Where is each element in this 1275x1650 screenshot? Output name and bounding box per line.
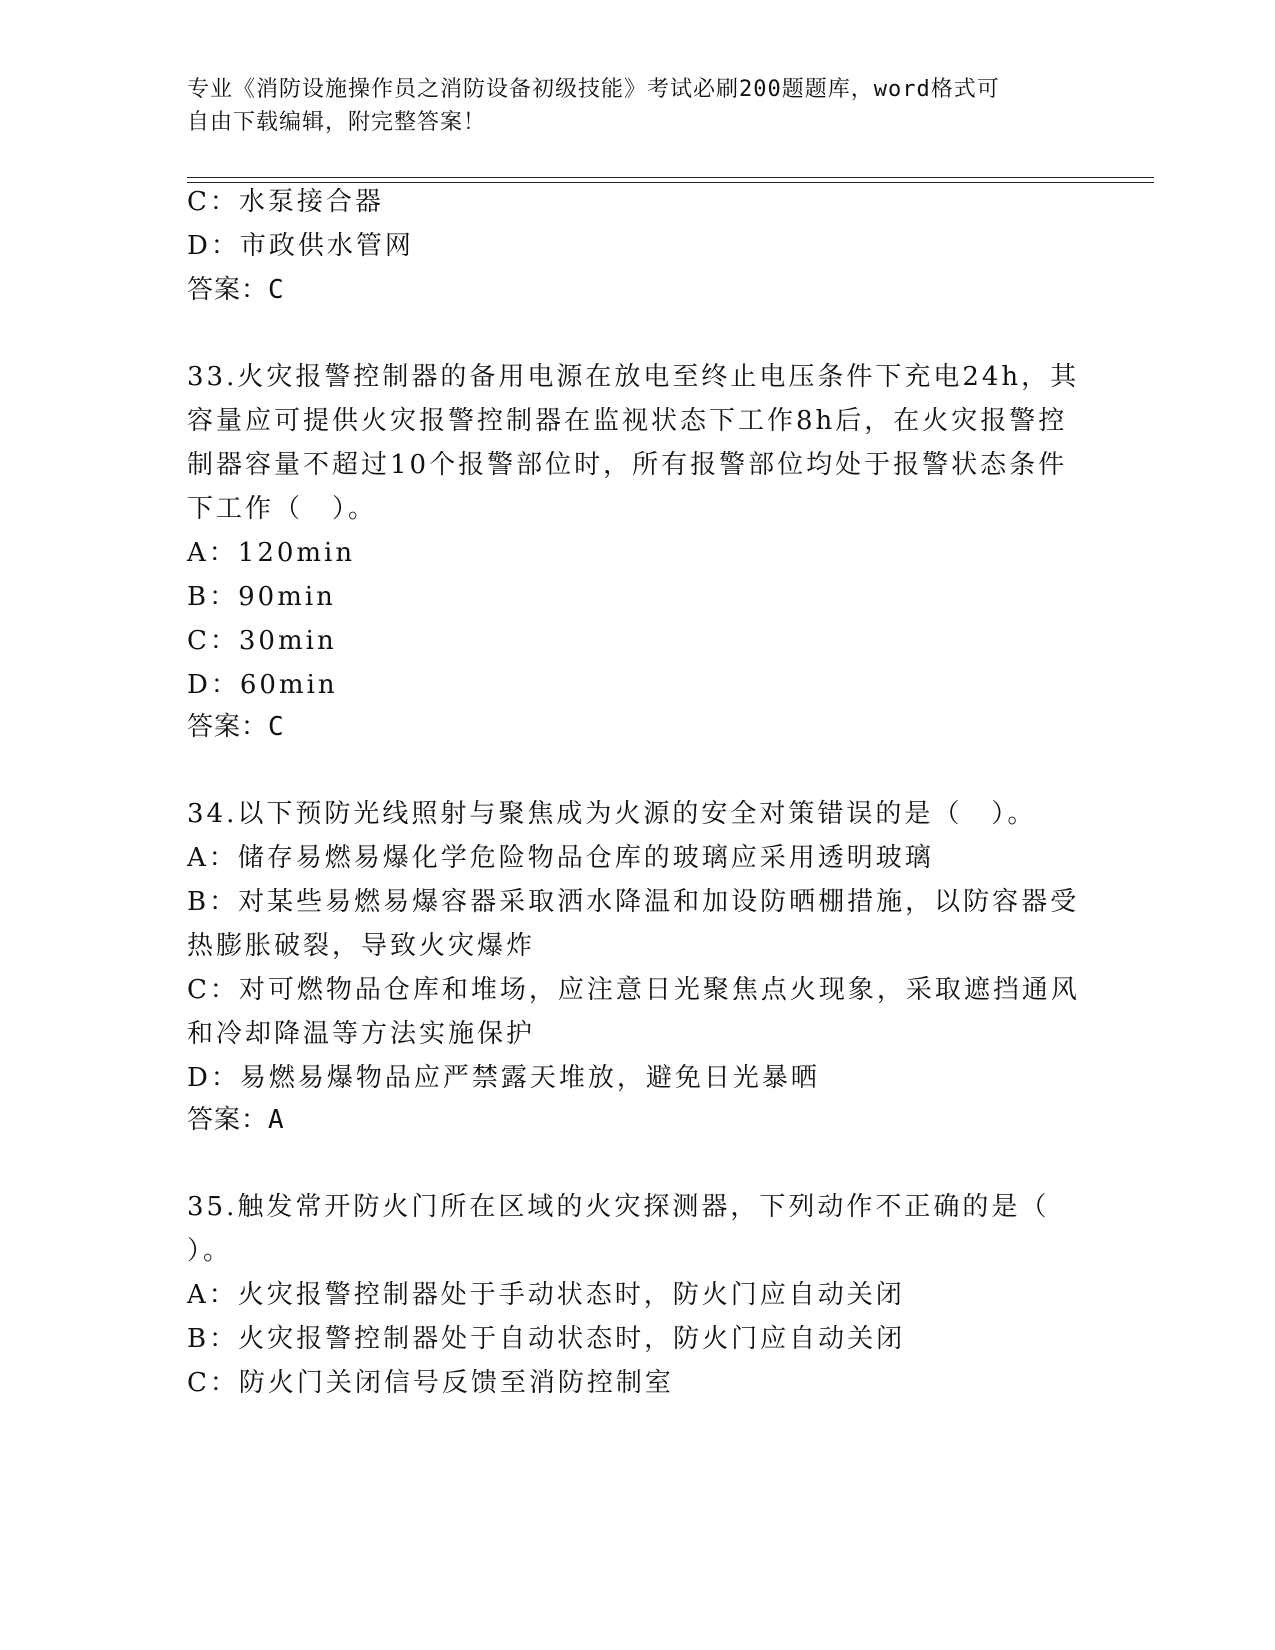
q35-stem-line-1: 35.触发常开防火门所在区域的火灾探测器，下列动作不正确的是（ xyxy=(187,1192,1050,1222)
q34-option-b-line-2: 热膨胀破裂，导致火灾爆炸 xyxy=(187,931,536,961)
q34-stem-line-1: 34.以下预防光线照射与聚焦成为火源的安全对策错误的是（ ）。 xyxy=(187,799,1037,829)
q34-answer: 答案：A xyxy=(187,1105,285,1135)
document-header xyxy=(187,73,1067,139)
q33-stem-line-4: 下工作（ ）。 xyxy=(187,494,378,524)
q34-option-c-line-2: 和冷却降温等方法实施保护 xyxy=(187,1019,536,1049)
q35-option-a: A：火灾报警控制器处于手动状态时，防火门应自动关闭 xyxy=(187,1280,905,1310)
q35-stem-line-2: ）。 xyxy=(187,1236,233,1266)
q33-stem-line-2: 容量应可提供火灾报警控制器在监视状态下工作8h后，在火灾报警控 xyxy=(187,406,1068,436)
q33-option-b: B：90min xyxy=(187,582,336,612)
q33-answer: 答案：C xyxy=(187,712,285,742)
q35-option-c: C：防火门关闭信号反馈至消防控制室 xyxy=(187,1368,674,1398)
header-divider-top xyxy=(187,177,1154,178)
q34-option-b-line-1: B：对某些易燃易爆容器采取洒水降温和加设防晒棚措施，以防容器受 xyxy=(187,887,1080,917)
q35-option-b: B：火灾报警控制器处于自动状态时，防火门应自动关闭 xyxy=(187,1324,906,1354)
prev-option-c: C：水泵接合器 xyxy=(187,187,384,217)
q33-option-c: C：30min xyxy=(187,626,337,656)
q34-option-d: D：易燃易爆物品应严禁露天堆放，避免日光暴晒 xyxy=(187,1063,820,1093)
header-line-2: 自由下载编辑，附完整答案！ xyxy=(187,110,487,135)
prev-option-d: D：市政供水管网 xyxy=(187,231,414,261)
q33-option-a: A：120min xyxy=(187,538,356,568)
q34-option-a: A：储存易燃易爆化学危险物品仓库的玻璃应采用透明玻璃 xyxy=(187,843,934,873)
prev-answer: 答案：C xyxy=(187,275,285,305)
q33-stem-line-3: 制器容量不超过10个报警部位时，所有报警部位均处于报警状态条件 xyxy=(187,450,1068,480)
q34-option-c-line-1: C：对可燃物品仓库和堆场，应注意日光聚焦点火现象，采取遮挡通风 xyxy=(187,975,1080,1005)
header-divider-bottom xyxy=(187,182,1154,183)
q33-stem-line-1: 33.火灾报警控制器的备用电源在放电至终止电压条件下充电24h，其 xyxy=(187,362,1080,392)
header-line-1: 专业《消防设施操作员之消防设备初级技能》考试必刷200题题库，word格式可 xyxy=(187,77,1000,102)
q33-option-d: D：60min xyxy=(187,670,338,700)
